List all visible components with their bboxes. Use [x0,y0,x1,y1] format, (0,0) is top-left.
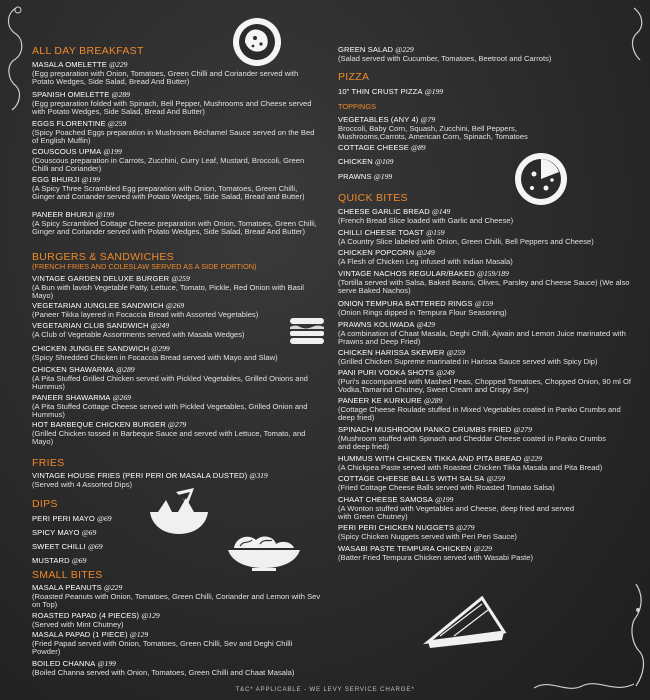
menu-item: CHICKEN POPCORN @249 (A Flesh of Chicken Leg infused with Indian Masala) [338,248,513,266]
menu-item: COTTAGE CHEESE BALLS WITH SALSA @259 (Fried Cottage Cheese Balls served with Roasted Tomato Salsa) [338,474,555,492]
menu-item: PANEER SHAWARMA @269 (A Pita Stuffed Cottage Cheese served with Pickled Vegetables, Grilled Onion and Hummus) [32,393,308,420]
menu-item: COUSCOUS UPMA @199 (Couscous preparation in Carrots, Zucchini, Curry Leaf, Mustard, Broccoli, Green Chilli and Coriander) [32,147,305,174]
menu-item: ONION TEMPURA BATTERED RINGS @159 (Onion Rings dipped in Tempura Flour Seasoning) [338,299,507,317]
menu-item: SWEET CHILLI @69 [32,542,103,551]
menu-item: CHICKEN SHAWARMA @289 (A Pita Stuffed Grilled Chicken served with Pickled Vegetables, Grilled Onions and Hummus) [32,365,308,392]
menu-item: MASALA PEANUTS @229 (Roasted Peanuts with Onion, Tomatoes, Green Chilli, Coriander and Lemon with Sev on Top) [32,583,321,610]
section-title-dips: DIPS [32,498,58,510]
menu-item: VEGETARIAN JUNGLEE SANDWICH @269 (Paneer Tikka layered in Focaccia Bread with Assorted Vegetables) [32,301,259,319]
menu-item: PRAWNS @199 [338,172,393,181]
nachos-icon [148,486,210,536]
menu-item: VINTAGE GARDEN DELUXE BURGER @259 (A Bun with lavish Vegetable Patty, Lettuce, Tomato, Pickle, Red Onion with Basil Mayo) [32,274,304,301]
menu-item: VINTAGE NACHOS REGULAR/BAKED @159/189 (Tortilla served with Salsa, Baked Beans, Olives, Parsley and Cheese Sauce) (We also serve Baked Nachos) [338,269,630,296]
menu-item: CHEESE GARLIC BREAD @149 (French Bread Slice loaded with Garlic and Cheese) [338,207,514,225]
menu-item: SPINACH MUSHROOM PANKO CRUMBS FRIED @279 (Mushroom stuffed with Spinach and Cheddar Cheese coated in Panko Crumbs and deep fried) [338,425,606,452]
menu-item: VINTAGE HOUSE FRIES (PERI PERI OR MASALA DUSTED) @319 (Served with 4 Assorted Dips) [32,471,268,489]
sandwich-icon [288,316,326,346]
section-title-small-bites: SMALL BITES [32,569,103,581]
menu-item: CHAAT CHEESE SAMOSA @199 (A Wonton stuffed with Vegetables and Cheese, deep fried and served with Green Chutney) [338,495,575,522]
menu-item: BOILED CHANNA @199 (Boiled Channa served with Onion, Tomatoes, Green Chilli and Chaat Masala) [32,659,295,677]
menu-item: CHILLI CHEESE TOAST @159 (A Country Slice labeled with Onion, Green Chilli, Bell Peppers and Cheese) [338,228,594,246]
noodles-icon [226,530,302,572]
scroll-ornament-left-top-icon [2,4,28,114]
menu-item: VEGETARIAN CLUB SANDWICH @249 (A Club of Vegetable Assortments served with Masala Wedges) [32,321,245,339]
menu-item: SPANISH OMELETTE @289 (Egg preparation folded with Spinach, Bell Pepper, Mushrooms and Cheese served with Potato Wedges, Side Salad, Bread And Butter) [32,90,312,117]
menu-item: CHICKEN HARISSA SKEWER @259 (Grilled Chicken Supreme marinated in Harissa Sauce served with Spicy Dip) [338,348,598,366]
footer-note: T&C* APPLICABLE - WE LEVY SERVICE CHARGE* [235,686,415,693]
section-subtitle-burgers: (FRENCH FRIES AND COLESLAW SERVED AS A SIDE PORTION) [32,262,257,271]
menu-item: 10" THIN CRUST PIZZA @199 [338,87,444,96]
section-title-pizza: PIZZA [338,71,370,83]
menu-item: PERI PERI MAYO @69 [32,514,112,523]
section-title-burgers: BURGERS & SANDWICHES [32,251,174,263]
menu-item: PRAWNS KOLIWADA @429 (A combination of Chaat Masala, Deghi Chilli, Ajwain and Lemon Juice marinated with Prawns and Deep Fried) [338,320,626,347]
menu-item: HUMMUS WITH CHICKEN TIKKA AND PITA BREAD @229 (A Chickpea Paste served with Roasted Chicken Tikka Masala and Pita Bread) [338,454,603,472]
menu-item: SPICY MAYO @69 [32,528,97,537]
menu-item: ROASTED PAPAD (4 PIECES) @129 (Served with Mint Chutney) [32,611,160,629]
pizza-icon [512,150,570,208]
menu-item: HOT BARBEQUE CHICKEN BURGER @279 (Grilled Chicken tossed in Barbeque Sauce and served with Lettuce, Tomato, and Mayo) [32,420,306,447]
sandwich-slice-icon [420,592,512,650]
section-title-quick-bites: QUICK BITES [338,192,408,204]
menu-item: WASABI PASTE TEMPURA CHICKEN @229 (Batter Fried Tempura Chicken served with Wasabi Paste) [338,544,533,562]
menu-item: VEGETABLES (ANY 4) @79 Broccoli, Baby Corn, Squash, Zucchini, Bell Peppers, Mushrooms,Carrots, American Corn, Spinach, Tomatoes [338,115,528,142]
omelette-icon [231,16,283,68]
menu-item: PANEER BHURJI @199 (A Spicy Scrambled Cottage Cheese preparation with Onion, Tomatoes, Green Chilli, Ginger and Coriander served with Potato Wedges, Side Salad, Bread And Butter) [32,210,317,237]
section-title-fries: FRIES [32,457,65,469]
section-title-breakfast: ALL DAY BREAKFAST [32,45,144,57]
menu-item: GREEN SALAD @229 (Salad served with Cucumber, Tomatoes, Beetroot and Carrots) [338,45,552,63]
menu-item: MUSTARD @69 [32,556,87,565]
menu-item: COTTAGE CHEESE @89 [338,143,426,152]
subsection-title-toppings: TOPPINGS [338,102,377,111]
menu-item: PERI PERI CHICKEN NUGGETS @279 (Spicy Chicken Nuggets served with Peri Peri Sauce) [338,523,517,541]
menu-item: CHICKEN @109 [338,157,394,166]
menu-item: PANEER KE KURKURE @289 (Cottage Cheese Roulade stuffed in Mixed Vegetables coated in Panko Crumbs and deep fried) [338,396,621,423]
menu-item: EGGS FLORENTINE @259 (Spicy Poached Eggs preparation in Mushroom Béchamel Sauce served on the Bed of English Muffin) [32,119,315,146]
menu-item: MASALA PAPAD (1 PIECE) @129 (Fried Papad served with Onion, Tomatoes, Green Chilli, Sev and Deghi Chilli Powder) [32,630,293,657]
menu-item: PANI PURI VODKA SHOTS @249 (Puri's accompanied with Mashed Peas, Chopped Tomatoes, Chopped Onion, 90 ml Of Vodka,Tamarind Chutney, Sweet Cream and Crispy Sev) [338,368,631,395]
scroll-ornament-right-bottom-icon [628,580,648,690]
menu-item: MASALA OMELETTE @229 (Egg preparation with Onion, Tomatoes, Green Chilli and Coriander served with Potato Wedges, Side Salad, Bread And Butter) [32,60,299,87]
menu-item: CHICKEN JUNGLEE SANDWICH @299 (Spicy Shredded Chicken in Focaccia Bread served with Mayo and Slaw) [32,344,278,362]
menu-item: EGG BHURJI @199 (A Spicy Three Scrambled Egg preparation with Onion, Tomatoes, Green Chilli, Ginger and Coriander served with Potato Wedges, Side Salad, Bread and Butter) [32,175,305,202]
